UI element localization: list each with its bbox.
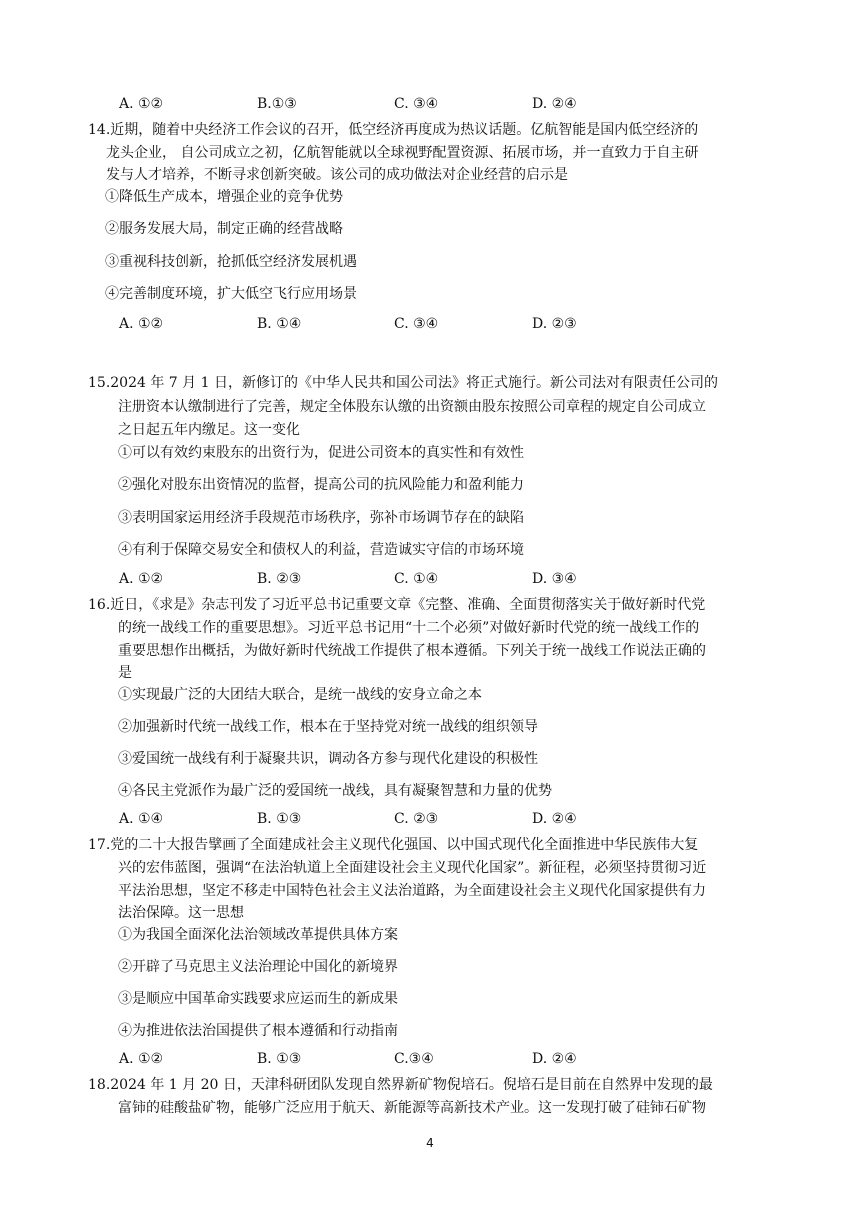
q14-options: [119, 316, 819, 336]
q17-stem-line-3: 平法治思想，坚定不移走中国特色社会主义法治道路，为全面建设社会主义现代化国家提供有力: [118, 883, 706, 899]
q14-statement-3: ③重视科技创新，抢抓低空经济发展机遇: [105, 254, 357, 270]
q17-stem-line-4: 法治保障。这一思想: [118, 905, 244, 921]
q16-statement-4: ④各民主党派作为最广泛的爱国统一战线，具有凝聚智慧和力量的优势: [118, 783, 552, 799]
q16-statement-3: ③爱国统一战线有利于凝聚共识，调动各方参与现代化建设的积极性: [118, 751, 538, 767]
q14-option-a[interactable]: A. ①②: [119, 316, 164, 332]
q16-option-c[interactable]: C. ②③: [394, 811, 439, 827]
q14-option-b[interactable]: B. ①④: [257, 316, 302, 332]
q14-statement-4: ④完善制度环境，扩大低空飞行应用场景: [105, 286, 357, 302]
q15-option-b[interactable]: B. ②③: [257, 571, 302, 587]
q15-options: [119, 571, 819, 591]
q16-stem-line-4: 是: [118, 665, 132, 681]
q16-stem-line-2: 的统一战线工作的重要思想》。习近平总书记用“十二个必须”对做好新时代党的统一战线工作的: [118, 620, 700, 636]
q14-statement-2: ②服务发展大局，制定正确的经营战略: [105, 221, 343, 237]
q17-options: [119, 1051, 819, 1071]
q13-option-b[interactable]: B.①③: [257, 96, 297, 112]
q17-stem-line-1: 17.党的二十大报告擘画了全面建成社会主义现代化强国、以中国式现代化全面推进中华民族伟大复: [88, 837, 699, 853]
q15-option-a[interactable]: A. ①②: [119, 571, 164, 587]
q15-stem-line-1: 15.2024 年 7 月 1 日，新修订的《中华人民共和国公司法》将正式施行。新公司法对有限责任公司的: [88, 375, 718, 391]
q13-option-a[interactable]: A. ①②: [119, 96, 164, 112]
q14-stem-line-2: 龙头企业， 自公司成立之初，亿航智能就以全球视野配置资源、拓展市场，并一直致力于自主研: [106, 145, 699, 161]
q17-statement-1: ①为我国全面深化法治领域改革提供具体方案: [118, 927, 398, 943]
page-number: 4: [426, 1136, 434, 1150]
q15-option-d[interactable]: D. ③④: [532, 571, 577, 587]
q16-option-d[interactable]: D. ②④: [532, 811, 577, 827]
q15-statement-2: ②强化对股东出资情况的监督，提高公司的抗风险能力和盈利能力: [118, 477, 524, 493]
q14-stem-line-3: 发与人才培养，不断寻求创新突破。该公司的成功做法对企业经营的启示是: [106, 167, 568, 183]
q17-stem-line-2: 兴的宏伟蓝图，强调“在法治轨道上全面建设社会主义现代化国家”。新征程，必须坚持贯彻习近: [118, 860, 707, 876]
q17-option-c[interactable]: C.③④: [394, 1051, 434, 1067]
q16-option-b[interactable]: B. ①③: [257, 811, 302, 827]
q14-option-c[interactable]: C. ③④: [394, 316, 439, 332]
q17-statement-2: ②开辟了马克思主义法治理论中国化的新境界: [118, 959, 398, 975]
q15-stem-line-2: 注册资本认缴制进行了完善，规定全体股东认缴的出资额由股东按照公司章程的规定自公司成立: [118, 399, 706, 415]
q16-stem-line-1: 16.近日，《求是》杂志刊发了习近平总书记重要文章《完整、准确、全面贯彻落实关于做好新时代党: [88, 597, 706, 613]
q13-option-c[interactable]: C. ③④: [394, 96, 439, 112]
q18-stem-line-1: 18.2024 年 1 月 20 日，天津科研团队发现自然界新矿物倪培石。倪培石是目前在自然界中发现的最: [88, 1077, 713, 1093]
q17-option-b[interactable]: B. ①③: [257, 1051, 302, 1067]
q18-stem-line-2: 富铈的硅酸盐矿物，能够广泛应用于航天、新能源等高新技术产业。这一发现打破了硅铈石矿物: [118, 1100, 706, 1116]
q15-statement-3: ③表明国家运用经济手段规范市场秩序，弥补市场调节存在的缺陷: [118, 510, 524, 526]
q17-statement-3: ③是顺应中国革命实践要求应运而生的新成果: [118, 991, 398, 1007]
q15-stem-line-3: 之日起五年内缴足。这一变化: [118, 422, 300, 438]
q15-statement-4: ④有利于保障交易安全和债权人的利益，营造诚实守信的市场环境: [118, 542, 524, 558]
q14-statement-1: ①降低生产成本，增强企业的竞争优势: [105, 189, 343, 205]
q14-stem-line-1: 14.近期，随着中央经济工作会议的召开，低空经济再度成为热议话题。亿航智能是国内低空经济的: [88, 122, 699, 138]
q16-option-a[interactable]: A. ①④: [119, 811, 164, 827]
q16-statement-1: ①实现最广泛的大团结大联合，是统一战线的安身立命之本: [118, 687, 482, 703]
q17-option-a[interactable]: A. ①②: [119, 1051, 164, 1067]
q15-option-c[interactable]: C. ①④: [394, 571, 439, 587]
q16-statement-2: ②加强新时代统一战线工作，根本在于坚持党对统一战线的组织领导: [118, 719, 538, 735]
q17-option-d[interactable]: D. ②④: [532, 1051, 577, 1067]
q17-statement-4: ④为推进依法治国提供了根本遵循和行动指南: [118, 1023, 398, 1039]
q13-option-d[interactable]: D. ②④: [532, 96, 577, 112]
q16-options: [119, 811, 819, 831]
q13-options: [119, 96, 819, 116]
q14-option-d[interactable]: D. ②③: [532, 316, 577, 332]
q16-stem-line-3: 重要思想作出概括，为做好新时代统战工作提供了根本遵循。下列关于统一战线工作说法正确的: [118, 643, 706, 659]
q15-statement-1: ①可以有效约束股东的出资行为，促进公司资本的真实性和有效性: [118, 445, 524, 461]
